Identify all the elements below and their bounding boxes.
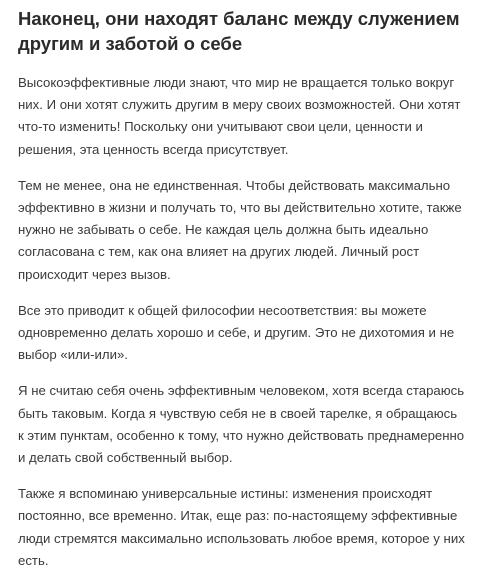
article-paragraph-3: Все это приводит к общей философии несоответствия: вы можете одновременно делать хорошо и себе, и другим. Это не дихотомия и не выбор «или-или». bbox=[18, 302, 455, 363]
article-paragraph-5: Также я вспоминаю универсальные истины: изменения происходят постоянно, все временно. Итак, еще раз: по-настоящему эффективные люди стремятся максимально использовать любое время, которое у них есть. bbox=[18, 486, 465, 568]
article-paragraph-1: Высокоэффективные люди знают, что мир не вращается только вокруг них. И они хотят служить другим в меру своих возможностей. Они хотят что-то изменить! Поскольку они учитывают свои цели, ценности и решения, эта ценность всегда присутствует. bbox=[18, 75, 461, 157]
article-paragraph-4: Я не считаю себя очень эффективным человеком, хотя всегда стараюсь быть таковым. Когда я чувствую себя не в своей тарелке, я обращаюсь к этим пунктам, особенно к тому, что нужно действовать преднамеренно и делать свой собственный выбор. bbox=[18, 383, 465, 466]
article-heading: Наконец, они находят баланс между служением другим и заботой о себе bbox=[18, 8, 460, 54]
article-paragraph-2: Тем не менее, она не единственная. Чтобы действовать максимально эффективно в жизни и получать то, что вы действительно хотите, также нужно не забывать о себе. Не каждая цель должна быть идеально согласована с тем, как она влияет на других людей. Личный рост происходит через вызов. bbox=[18, 177, 462, 282]
